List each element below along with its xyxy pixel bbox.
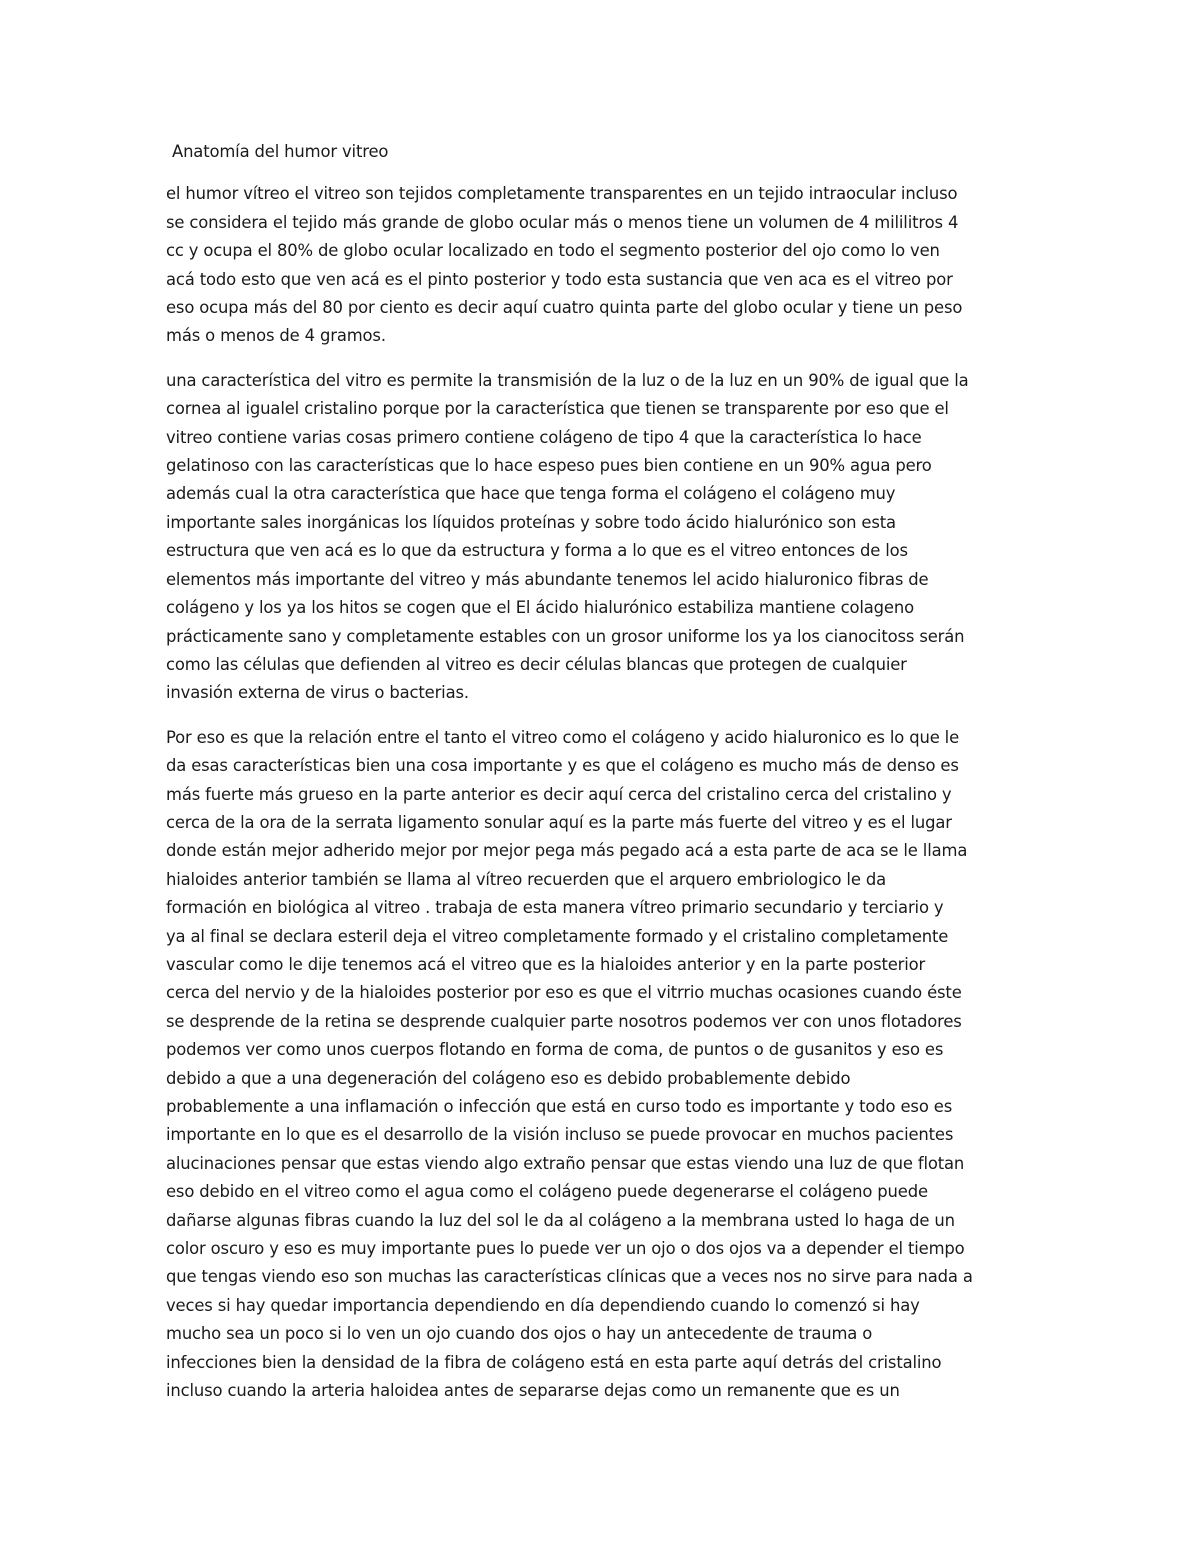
text-line: como las células que defienden al vitreo es decir células blancas que protegen de cualquier — [166, 654, 907, 674]
text-line: prácticamente sano y completamente estables con un grosor uniforme los ya los cianocitoss serán — [166, 626, 965, 646]
text-line: mucho sea un poco si lo ven un ojo cuando dos ojos o hay un antecedente de trauma o — [166, 1324, 873, 1344]
text-line: da esas características bien una cosa importante y es que el colágeno es mucho más de denso es — [166, 756, 959, 776]
text-line: formación en biológica al vitreo . trabaja de esta manera vítreo primario secundario y terciario y — [166, 898, 944, 918]
text-line: estructura que ven acá es lo que da estructura y forma a lo que es el vitreo entonces de los — [166, 541, 908, 561]
text-line: Por eso es que la relación entre el tanto el vitreo como el colágeno y acido hialuronico es lo que le — [166, 727, 960, 747]
text-line: cerca del nervio y de la hialoides posterior por eso es que el vitrrio muchas ocasiones cuando éste — [166, 983, 962, 1003]
text-line: el humor vítreo el vitreo son tejidos completamente transparentes en un tejido intraocular incluso — [166, 184, 958, 204]
text-line: se considera el tejido más grande de globo ocular más o menos tiene un volumen de 4 mililitros 4 — [166, 212, 959, 232]
text-line: cc y ocupa el 80% de globo ocular localizado en todo el segmento posterior del ojo como lo ven — [166, 241, 940, 261]
text-line: color oscuro y eso es muy importante pues lo puede ver un ojo o dos ojos va a depender el tiempo — [166, 1239, 965, 1259]
paragraph-2 — [166, 367, 1046, 708]
text-line: cornea al igualel cristalino porque por la característica que tienen se transparente por eso que el — [166, 399, 949, 419]
text-line: vitreo contiene varias cosas primero contiene colágeno de tipo 4 que la característica lo hace — [166, 427, 922, 447]
text-line: colágeno y los ya los hitos se cogen que el El ácido hialurónico estabiliza mantiene colageno — [166, 598, 914, 618]
text-line: que tengas viendo eso son muchas las características clínicas que a veces nos no sirve para nada a — [166, 1267, 973, 1287]
text-line: eso debido en el vitreo como el agua como el colágeno puede degenerarse el colágeno puede — [166, 1182, 928, 1202]
paragraph-1 — [166, 180, 1046, 350]
text-line: dañarse algunas fibras cuando la luz del sol le da al colágeno a la membrana usted lo haga de un — [166, 1210, 955, 1230]
text-line: eso ocupa más del 80 por ciento es decir aquí cuatro quinta parte del globo ocular y tiene un peso — [166, 298, 963, 318]
paragraph-3 — [166, 724, 1046, 1406]
text-line: una característica del vitro es permite la transmisión de la luz o de la luz en un 90% de igual que la — [166, 370, 969, 390]
text-line: incluso cuando la arteria haloidea antes de separarse dejas como un remanente que es un — [166, 1381, 900, 1401]
text-line: más fuerte más grueso en la parte anterior es decir aquí cerca del cristalino cerca del cristalino y — [166, 784, 952, 804]
text-line: ya al final se declara esteril deja el vitreo completamente formado y el cristalino completamente — [166, 926, 949, 946]
text-line: probablemente a una inflamación o infección que está en curso todo es importante y todo eso es — [166, 1097, 953, 1116]
text-line: además cual la otra característica que hace que tenga forma el colágeno el colágeno muy — [166, 484, 896, 504]
document-title: Anatomía del humor vitreo — [172, 142, 389, 161]
text-line: vascular como le dije tenemos acá el vitreo que es la hialoides anterior y en la parte posterior — [166, 954, 926, 974]
text-line: acá todo esto que ven acá es el pinto posterior y todo esta sustancia que ven aca es el vitreo por — [166, 269, 953, 289]
text-line: importante en lo que es el desarrollo de la visión incluso se puede provocar en muchos pacientes — [166, 1125, 954, 1145]
text-line: gelatinoso con las características que lo hace espeso pues bien contiene en un 90% agua pero — [166, 456, 932, 476]
text-line: donde están mejor adherido mejor por mejor pega más pegado acá a esta parte de aca se le llama — [166, 841, 968, 861]
text-line: hialoides anterior también se llama al vítreo recuerden que el arquero embriologico le da — [166, 869, 886, 889]
text-line: alucinaciones pensar que estas viendo algo extraño pensar que estas viendo una luz de que flotan — [166, 1153, 965, 1173]
text-line: infecciones bien la densidad de la fibra de colágeno está en esta parte aquí detrás del cristalino — [166, 1352, 942, 1372]
text-line: importante sales inorgánicas los líquidos proteínas y sobre todo ácido hialurónico son esta — [166, 512, 896, 532]
text-line: debido a que a una degeneración del colágeno eso es debido probablemente debido — [166, 1068, 851, 1088]
text-line: cerca de la ora de la serrata ligamento sonular aquí es la parte más fuerte del vitreo y es el lugar — [166, 812, 952, 832]
text-line: elementos más importante del vitreo y más abundante tenemos lel acido hialuronico fibras de — [166, 569, 929, 589]
text-line: se desprende de la retina se desprende cualquier parte nosotros podemos ver con unos flotadores — [166, 1011, 962, 1031]
text-line: podemos ver como unos cuerpos flotando en forma de coma, de puntos o de gusanitos y eso es — [166, 1040, 944, 1060]
text-line: invasión externa de virus o bacterias. — [166, 683, 469, 703]
text-line: veces si hay quedar importancia dependiendo en día dependiendo cuando lo comenzó si hay — [166, 1295, 920, 1315]
document-page — [166, 138, 1046, 1421]
text-line: más o menos de 4 gramos. — [166, 326, 386, 346]
